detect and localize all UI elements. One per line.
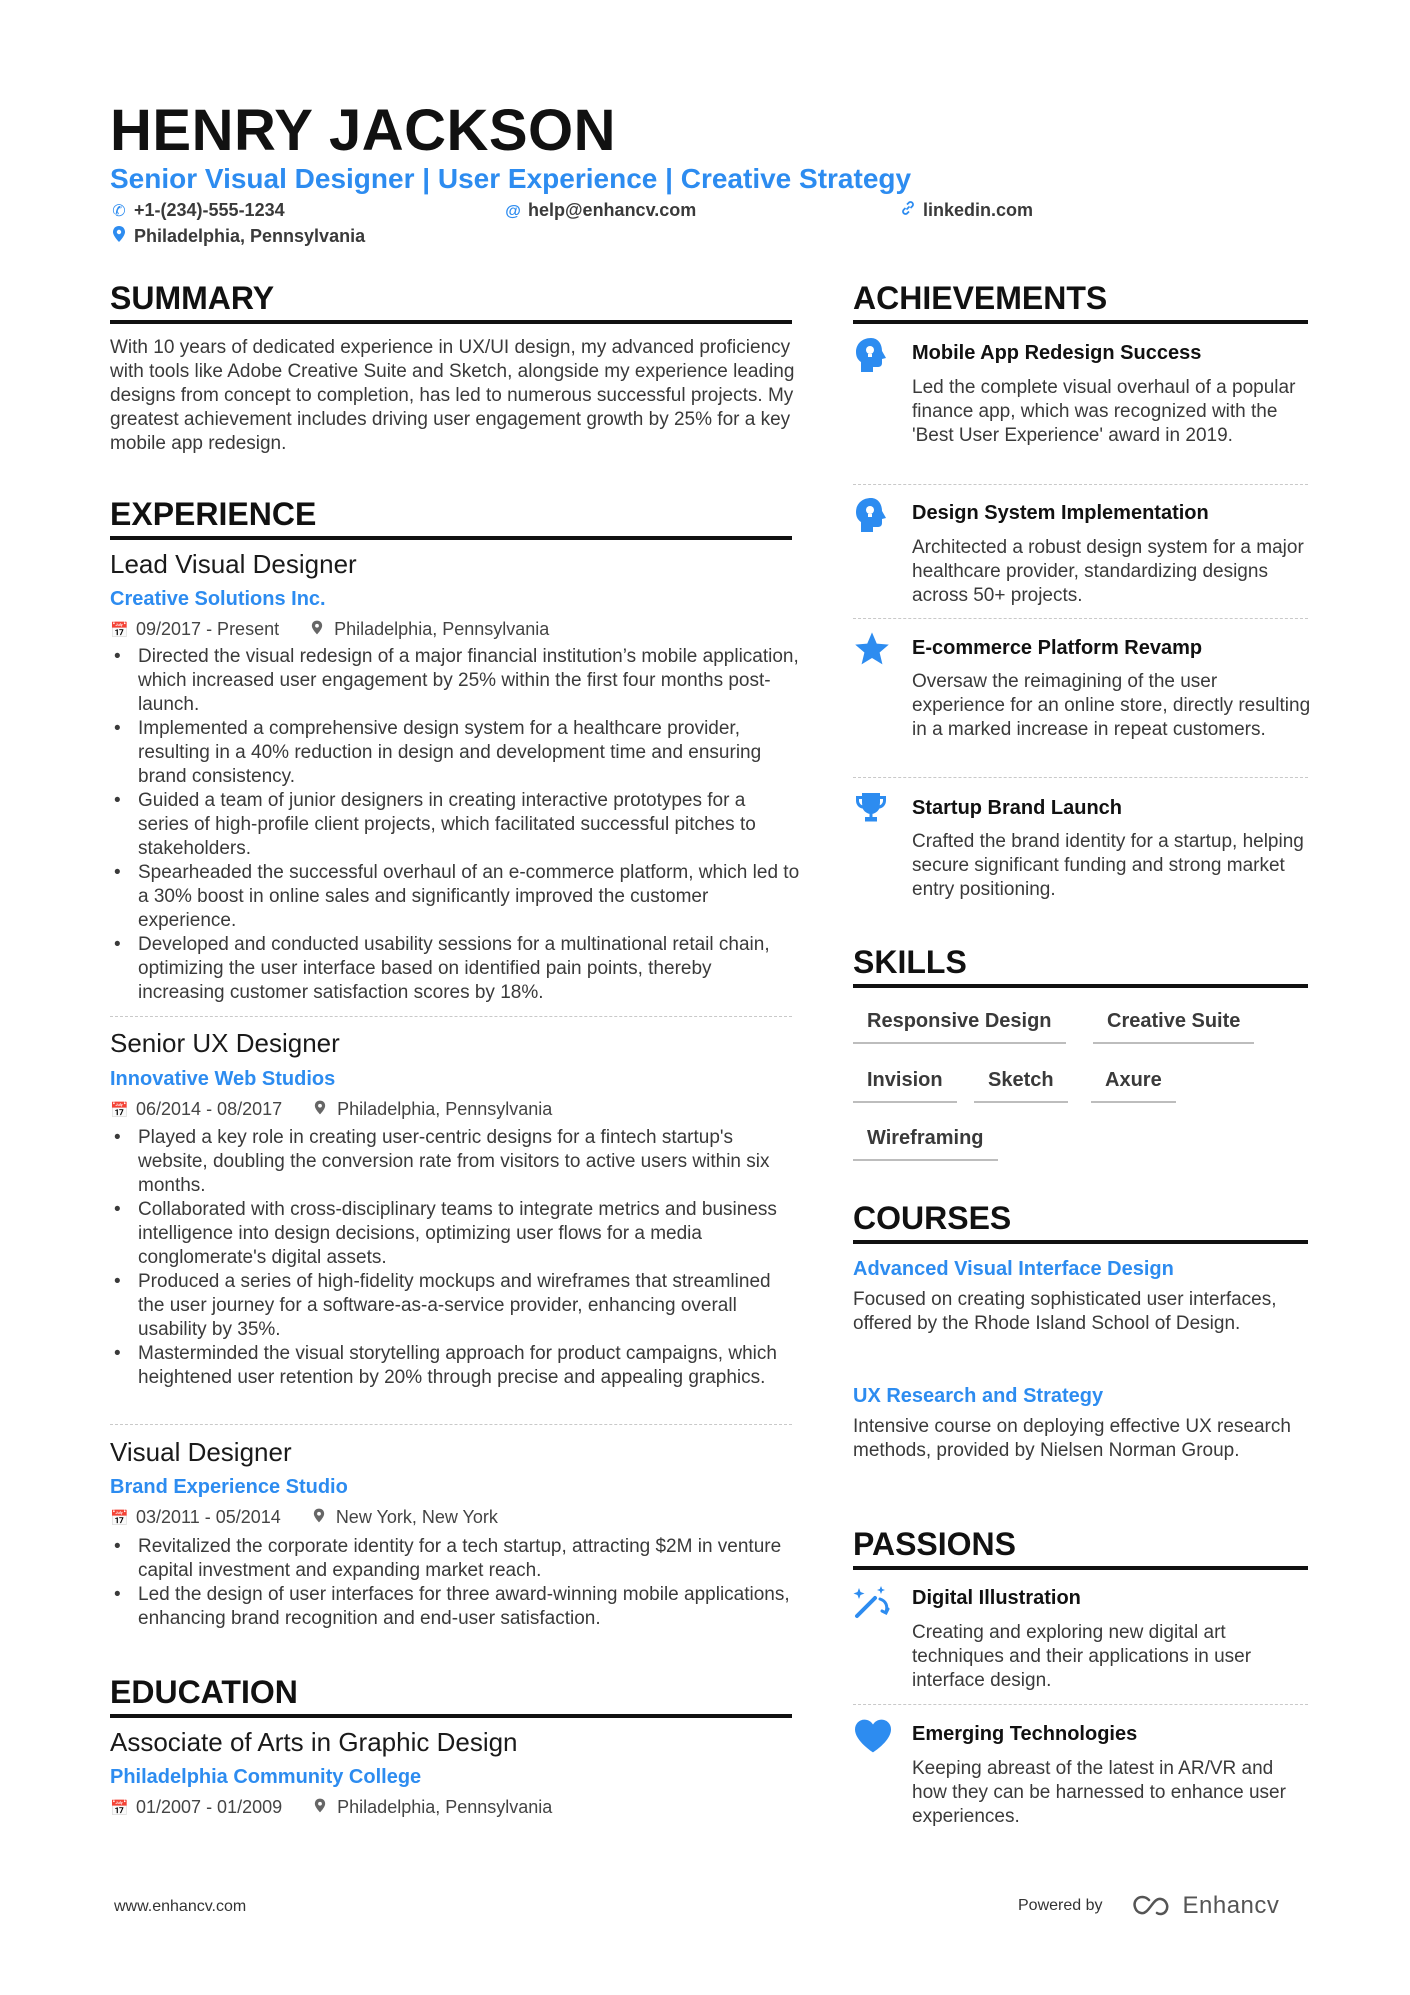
powered-by-text: Powered by bbox=[1018, 1897, 1103, 1914]
list-item: • Masterminded the visual storytelling approach for product campaigns, which heightened user retention by 20% through precise and appealing graphics. bbox=[110, 1342, 800, 1390]
location-pin-icon bbox=[308, 620, 326, 642]
list-item: • Played a key role in creating user-centric designs for a fintech startup's website, doubling the conversion rate from visitors to active users within six months. bbox=[110, 1126, 800, 1198]
skill-tag: Invision bbox=[853, 1067, 957, 1103]
job-bullets bbox=[110, 1126, 800, 1390]
footer-website[interactable]: www.enhancv.com bbox=[114, 1898, 247, 1915]
achievement-desc: Led the complete visual overhaul of a popular finance app, which was recognized with the 'Best User Experience' award in 2019. bbox=[912, 377, 1296, 446]
company-name: Brand Experience Studio bbox=[110, 1476, 348, 1498]
location-pin-icon bbox=[110, 226, 128, 250]
location-pin-icon bbox=[311, 1798, 329, 1820]
job-location: Philadelphia, Pennsylvania bbox=[334, 619, 550, 639]
achievement-title: E-commerce Platform Revamp bbox=[912, 637, 1203, 659]
course-desc: Focused on creating sophisticated user interfaces, offered by the Rhode Island School of Design. bbox=[853, 1289, 1277, 1334]
calendar-icon: 📅 bbox=[110, 1102, 129, 1119]
contact-email[interactable] bbox=[504, 198, 696, 224]
divider bbox=[853, 484, 1308, 485]
job-title: Lead Visual Designer bbox=[110, 549, 357, 579]
company-name: Creative Solutions Inc. bbox=[110, 588, 326, 610]
summary-text: With 10 years of dedicated experience in UX/UI design, my advanced proficiency with tools like Adobe Creative Suite and Sketch, alongside my experience leading designs from concept to completion, has led to numerous successful projects. My greatest achievement includes driving user engagement growth by 25% for a key mobile app redesign. bbox=[110, 337, 795, 454]
achievement-title: Design System Implementation bbox=[912, 502, 1209, 524]
location-text: Philadelphia, Pennsylvania bbox=[134, 226, 366, 246]
achievement-title: Mobile App Redesign Success bbox=[912, 342, 1202, 364]
passions-heading: PASSIONS bbox=[853, 1524, 1308, 1570]
list-item: • Directed the visual redesign of a major financial institution’s mobile application, which increased user engagement by 25% within the first four months post-launch. bbox=[110, 645, 800, 717]
calendar-icon: 📅 bbox=[110, 622, 129, 639]
divider bbox=[110, 1424, 792, 1425]
passion-desc: Creating and exploring new digital art techniques and their applications in user interface design. bbox=[912, 1622, 1252, 1691]
courses-heading: COURSES bbox=[853, 1198, 1308, 1244]
candidate-title: Senior Visual Designer | User Experience | Creative Strategy bbox=[110, 163, 912, 194]
job-meta bbox=[110, 1506, 498, 1530]
skills-heading: SKILLS bbox=[853, 942, 1308, 988]
passion-title: Digital Illustration bbox=[912, 1587, 1081, 1609]
phone-icon: ✆ bbox=[112, 203, 126, 220]
passion-desc: Keeping abreast of the latest in AR/VR and how they can be harnessed to enhance user experiences. bbox=[912, 1758, 1286, 1827]
contact-phone bbox=[110, 198, 285, 224]
achievements-heading: ACHIEVEMENTS bbox=[853, 278, 1308, 324]
job-bullets bbox=[110, 1535, 800, 1631]
skill-tag: Sketch bbox=[974, 1067, 1068, 1103]
calendar-icon: 📅 bbox=[110, 1800, 129, 1817]
course-title: UX Research and Strategy bbox=[853, 1385, 1104, 1407]
job-dates: 06/2014 - 08/2017 bbox=[136, 1099, 283, 1119]
brand-name: Enhancv bbox=[1182, 1892, 1280, 1919]
achievement-desc: Oversaw the reimagining of the user experience for an online store, directly resulting in a marked increase in repeat customers. bbox=[912, 671, 1311, 740]
trophy-icon bbox=[853, 790, 893, 830]
passion-title: Emerging Technologies bbox=[912, 1723, 1138, 1745]
company-name: Innovative Web Studios bbox=[110, 1068, 336, 1090]
linkedin-text[interactable]: linkedin.com bbox=[923, 200, 1034, 220]
divider bbox=[110, 1016, 792, 1017]
email-text[interactable]: help@enhancv.com bbox=[528, 200, 697, 220]
list-item: • Implemented a comprehensive design system for a healthcare provider, resulting in a 40% reduction in design and development time and ensuring brand consistency. bbox=[110, 717, 800, 789]
skill-tag: Axure bbox=[1091, 1067, 1176, 1103]
location-pin-icon bbox=[311, 1100, 329, 1122]
education-location: Philadelphia, Pennsylvania bbox=[337, 1797, 553, 1817]
job-meta bbox=[110, 1098, 552, 1122]
footer-branding bbox=[1018, 1892, 1279, 1920]
summary-heading: SUMMARY bbox=[110, 278, 792, 324]
list-item: • Produced a series of high-fidelity mockups and wireframes that streamlined the user journey for a software-as-a-service provider, enhancing overall usability by 35%. bbox=[110, 1270, 800, 1342]
job-location: Philadelphia, Pennsylvania bbox=[337, 1099, 553, 1119]
divider bbox=[853, 777, 1308, 778]
skill-tag: Creative Suite bbox=[1093, 1008, 1254, 1044]
job-dates: 03/2011 - 05/2014 bbox=[136, 1507, 281, 1527]
job-meta bbox=[110, 618, 549, 642]
degree-title: Associate of Arts in Graphic Design bbox=[110, 1727, 518, 1757]
list-item: • Developed and conducted usability sessions for a multinational retail chain, optimizing the user interface based on identified pain points, thereby increasing customer satisfaction scores by 18%. bbox=[110, 933, 800, 1005]
list-item: • Revitalized the corporate identity for a tech startup, attracting $2M in venture capital investment and expanding market reach. bbox=[110, 1535, 800, 1583]
skill-tag: Responsive Design bbox=[853, 1008, 1066, 1044]
experience-heading: EXPERIENCE bbox=[110, 494, 792, 540]
job-title: Visual Designer bbox=[110, 1437, 292, 1467]
list-item: • Led the design of user interfaces for three award-winning mobile applications, enhancing brand recognition and end-user satisfaction. bbox=[110, 1583, 800, 1631]
course-desc: Intensive course on deploying effective UX research methods, provided by Nielsen Norman Group. bbox=[853, 1416, 1291, 1461]
star-icon bbox=[853, 630, 893, 670]
magic-wand-icon bbox=[853, 1582, 893, 1622]
candidate-name: HENRY JACKSON bbox=[110, 98, 617, 163]
education-meta bbox=[110, 1796, 552, 1820]
lightbulb-head-icon bbox=[853, 496, 893, 536]
course-title: Advanced Visual Interface Design bbox=[853, 1258, 1174, 1280]
job-bullets bbox=[110, 645, 800, 1005]
achievement-title: Startup Brand Launch bbox=[912, 797, 1123, 819]
list-item: • Collaborated with cross-disciplinary teams to integrate metrics and business intelligence into design decisions, optimizing user flows for a media conglomerate's digital assets. bbox=[110, 1198, 800, 1270]
phone-text: +1-(234)-555-1234 bbox=[134, 200, 285, 220]
lightbulb-head-icon bbox=[853, 336, 893, 376]
achievement-desc: Architected a robust design system for a major healthcare provider, standardizing designs across 50+ projects. bbox=[912, 537, 1304, 606]
job-title: Senior UX Designer bbox=[110, 1028, 340, 1058]
achievement-desc: Crafted the brand identity for a startup, helping secure significant funding and strong market entry positioning. bbox=[912, 831, 1304, 900]
school-name: Philadelphia Community College bbox=[110, 1766, 422, 1788]
divider bbox=[853, 1704, 1308, 1705]
calendar-icon: 📅 bbox=[110, 1510, 129, 1527]
list-item: • Guided a team of junior designers in creating interactive prototypes for a series of high-profile client projects, which facilitated successful pitches to stakeholders. bbox=[110, 789, 800, 861]
job-location: New York, New York bbox=[335, 1507, 498, 1527]
heart-icon bbox=[853, 1718, 893, 1758]
divider bbox=[853, 618, 1308, 619]
education-heading: EDUCATION bbox=[110, 1672, 792, 1718]
enhancv-logo-icon bbox=[1129, 1894, 1175, 1918]
at-sign-icon: @ bbox=[505, 203, 521, 220]
contact-linkedin[interactable] bbox=[899, 198, 1033, 224]
contact-location bbox=[110, 224, 365, 250]
location-pin-icon bbox=[310, 1508, 328, 1530]
job-dates: 09/2017 - Present bbox=[136, 619, 280, 639]
skill-tag: Wireframing bbox=[853, 1125, 998, 1161]
link-icon bbox=[899, 200, 917, 224]
list-item: • Spearheaded the successful overhaul of an e-commerce platform, which led to a 30% boost in online sales and significantly improved the customer experience. bbox=[110, 861, 800, 933]
education-dates: 01/2007 - 01/2009 bbox=[136, 1797, 283, 1817]
